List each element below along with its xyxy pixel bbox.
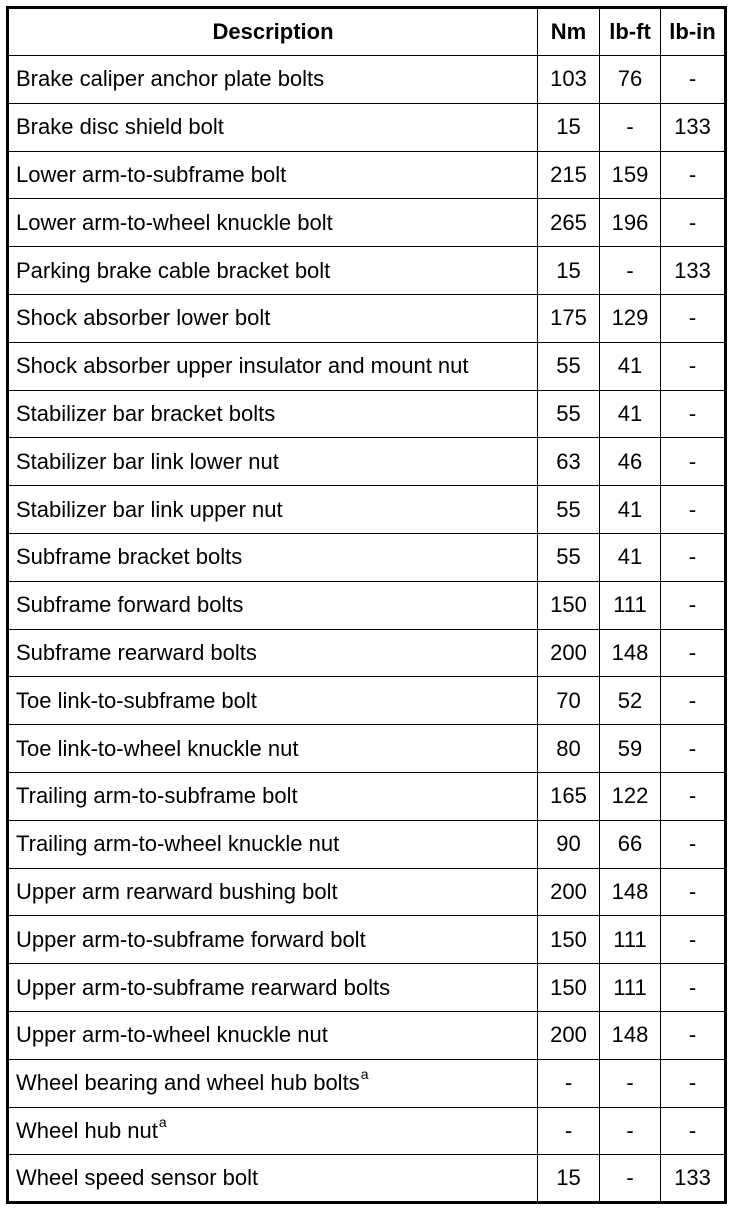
table-row bbox=[8, 533, 726, 581]
cell-lbft: 52 bbox=[600, 677, 661, 725]
description-text: Toe link-to-subframe bolt bbox=[16, 687, 257, 713]
cell-nm: 15 bbox=[538, 1155, 600, 1203]
header-row bbox=[8, 8, 726, 56]
cell-lbin: - bbox=[661, 199, 726, 247]
cell-description bbox=[8, 1059, 538, 1107]
cell-lbin: - bbox=[661, 342, 726, 390]
table-row bbox=[8, 151, 726, 199]
cell-lbft: 59 bbox=[600, 725, 661, 773]
header-lbin: lb-in bbox=[661, 8, 726, 56]
table-row bbox=[8, 486, 726, 534]
header-lbft: lb-ft bbox=[600, 8, 661, 56]
cell-description bbox=[8, 964, 538, 1012]
cell-nm: 90 bbox=[538, 820, 600, 868]
cell-nm: 215 bbox=[538, 151, 600, 199]
cell-lbft: 41 bbox=[600, 342, 661, 390]
description-text: Shock absorber lower bolt bbox=[16, 305, 271, 331]
table-row bbox=[8, 103, 726, 151]
table-row bbox=[8, 199, 726, 247]
description-text: Lower arm-to-subframe bolt bbox=[16, 161, 287, 187]
cell-lbft: 111 bbox=[600, 581, 661, 629]
cell-nm: 200 bbox=[538, 629, 600, 677]
cell-nm: 150 bbox=[538, 964, 600, 1012]
description-text: Brake caliper anchor plate bolts bbox=[16, 66, 325, 92]
table-row bbox=[8, 1107, 726, 1155]
table-row bbox=[8, 247, 726, 295]
cell-description bbox=[8, 247, 538, 295]
cell-description bbox=[8, 151, 538, 199]
cell-nm: 15 bbox=[538, 103, 600, 151]
cell-lbft: 41 bbox=[600, 390, 661, 438]
cell-nm: 103 bbox=[538, 56, 600, 104]
cell-lbft: 122 bbox=[600, 772, 661, 820]
cell-nm: - bbox=[538, 1059, 600, 1107]
table-row bbox=[8, 581, 726, 629]
cell-description bbox=[8, 1107, 538, 1155]
description-text: Wheel hub nut bbox=[16, 1117, 158, 1143]
cell-nm: 63 bbox=[538, 438, 600, 486]
cell-lbft: - bbox=[600, 1107, 661, 1155]
cell-lbft: - bbox=[600, 1155, 661, 1203]
cell-lbft: 148 bbox=[600, 1011, 661, 1059]
description-text: Upper arm-to-subframe rearward bolts bbox=[16, 974, 391, 1000]
description-text: Subframe rearward bolts bbox=[16, 639, 257, 665]
table-row bbox=[8, 1059, 726, 1107]
cell-description bbox=[8, 199, 538, 247]
cell-description bbox=[8, 581, 538, 629]
description-text: Lower arm-to-wheel knuckle bolt bbox=[16, 209, 333, 235]
table-body bbox=[8, 56, 726, 1203]
table-row bbox=[8, 677, 726, 725]
cell-nm: 165 bbox=[538, 772, 600, 820]
description-text: Wheel bearing and wheel hub bolts bbox=[16, 1070, 360, 1096]
cell-description bbox=[8, 438, 538, 486]
description-text: Shock absorber upper insulator and mount nut bbox=[16, 353, 469, 379]
description-text: Trailing arm-to-subframe bolt bbox=[16, 783, 298, 809]
cell-lbin: - bbox=[661, 294, 726, 342]
description-text: Upper arm-to-subframe forward bolt bbox=[16, 926, 366, 952]
cell-lbft: 129 bbox=[600, 294, 661, 342]
cell-lbft: 41 bbox=[600, 533, 661, 581]
cell-lbft: 41 bbox=[600, 486, 661, 534]
cell-description bbox=[8, 103, 538, 151]
cell-nm: 55 bbox=[538, 533, 600, 581]
cell-lbin: - bbox=[661, 677, 726, 725]
torque-spec-table bbox=[6, 6, 727, 1204]
cell-lbin: 133 bbox=[661, 103, 726, 151]
description-text: Stabilizer bar link lower nut bbox=[16, 448, 279, 474]
cell-lbft: 111 bbox=[600, 964, 661, 1012]
cell-lbft: - bbox=[600, 103, 661, 151]
cell-description bbox=[8, 677, 538, 725]
table-row bbox=[8, 725, 726, 773]
cell-lbft: 148 bbox=[600, 868, 661, 916]
cell-lbft: 196 bbox=[600, 199, 661, 247]
table-row bbox=[8, 342, 726, 390]
table-row bbox=[8, 964, 726, 1012]
cell-lbin: - bbox=[661, 486, 726, 534]
table-row bbox=[8, 294, 726, 342]
cell-description bbox=[8, 1011, 538, 1059]
cell-nm: - bbox=[538, 1107, 600, 1155]
cell-lbft: 66 bbox=[600, 820, 661, 868]
description-text: Stabilizer bar bracket bolts bbox=[16, 400, 276, 426]
cell-lbin: - bbox=[661, 964, 726, 1012]
cell-lbin: - bbox=[661, 56, 726, 104]
table-row bbox=[8, 868, 726, 916]
cell-lbin: - bbox=[661, 390, 726, 438]
description-text: Trailing arm-to-wheel knuckle nut bbox=[16, 831, 340, 857]
cell-lbft: 148 bbox=[600, 629, 661, 677]
description-text: Brake disc shield bolt bbox=[16, 114, 224, 140]
cell-description bbox=[8, 486, 538, 534]
table-row bbox=[8, 629, 726, 677]
cell-lbft: 159 bbox=[600, 151, 661, 199]
cell-lbft: - bbox=[600, 247, 661, 295]
table-row bbox=[8, 56, 726, 104]
table-row bbox=[8, 390, 726, 438]
cell-description bbox=[8, 294, 538, 342]
table-row bbox=[8, 1011, 726, 1059]
description-text: Stabilizer bar link upper nut bbox=[16, 496, 283, 522]
cell-description bbox=[8, 916, 538, 964]
cell-lbin: - bbox=[661, 629, 726, 677]
cell-nm: 150 bbox=[538, 581, 600, 629]
cell-nm: 265 bbox=[538, 199, 600, 247]
cell-lbft: - bbox=[600, 1059, 661, 1107]
cell-lbin: - bbox=[661, 1011, 726, 1059]
description-text: Upper arm-to-wheel knuckle nut bbox=[16, 1022, 328, 1048]
cell-description bbox=[8, 820, 538, 868]
cell-lbft: 76 bbox=[600, 56, 661, 104]
description-text: Subframe bracket bolts bbox=[16, 544, 243, 570]
table-row bbox=[8, 438, 726, 486]
table-row bbox=[8, 820, 726, 868]
cell-nm: 80 bbox=[538, 725, 600, 773]
cell-description bbox=[8, 725, 538, 773]
cell-nm: 200 bbox=[538, 1011, 600, 1059]
cell-lbin: 133 bbox=[661, 1155, 726, 1203]
description-text: Upper arm rearward bushing bolt bbox=[16, 878, 338, 904]
cell-description bbox=[8, 772, 538, 820]
cell-description bbox=[8, 533, 538, 581]
header-description: Description bbox=[8, 8, 538, 56]
cell-description bbox=[8, 342, 538, 390]
header-nm: Nm bbox=[538, 8, 600, 56]
cell-nm: 150 bbox=[538, 916, 600, 964]
cell-nm: 55 bbox=[538, 390, 600, 438]
cell-lbin: - bbox=[661, 820, 726, 868]
cell-lbin: - bbox=[661, 772, 726, 820]
cell-nm: 70 bbox=[538, 677, 600, 725]
cell-lbin: - bbox=[661, 581, 726, 629]
footnote-marker: a bbox=[158, 1113, 167, 1130]
description-text: Parking brake cable bracket bolt bbox=[16, 257, 331, 283]
description-text: Subframe forward bolts bbox=[16, 592, 244, 618]
cell-lbin: - bbox=[661, 533, 726, 581]
table-row bbox=[8, 772, 726, 820]
cell-description bbox=[8, 390, 538, 438]
cell-lbft: 46 bbox=[600, 438, 661, 486]
cell-lbin: 133 bbox=[661, 247, 726, 295]
cell-lbin: - bbox=[661, 1107, 726, 1155]
cell-nm: 175 bbox=[538, 294, 600, 342]
cell-lbft: 111 bbox=[600, 916, 661, 964]
cell-description bbox=[8, 868, 538, 916]
cell-description bbox=[8, 1155, 538, 1203]
cell-nm: 15 bbox=[538, 247, 600, 295]
cell-lbin: - bbox=[661, 151, 726, 199]
cell-nm: 200 bbox=[538, 868, 600, 916]
footnote-marker: a bbox=[360, 1065, 369, 1082]
cell-lbin: - bbox=[661, 725, 726, 773]
cell-nm: 55 bbox=[538, 342, 600, 390]
description-text: Toe link-to-wheel knuckle nut bbox=[16, 735, 299, 761]
table-row bbox=[8, 1155, 726, 1203]
cell-lbin: - bbox=[661, 868, 726, 916]
cell-lbin: - bbox=[661, 1059, 726, 1107]
table-row bbox=[8, 916, 726, 964]
cell-nm: 55 bbox=[538, 486, 600, 534]
cell-description bbox=[8, 56, 538, 104]
description-text: Wheel speed sensor bolt bbox=[16, 1165, 259, 1191]
cell-description bbox=[8, 629, 538, 677]
cell-lbin: - bbox=[661, 438, 726, 486]
cell-lbin: - bbox=[661, 916, 726, 964]
